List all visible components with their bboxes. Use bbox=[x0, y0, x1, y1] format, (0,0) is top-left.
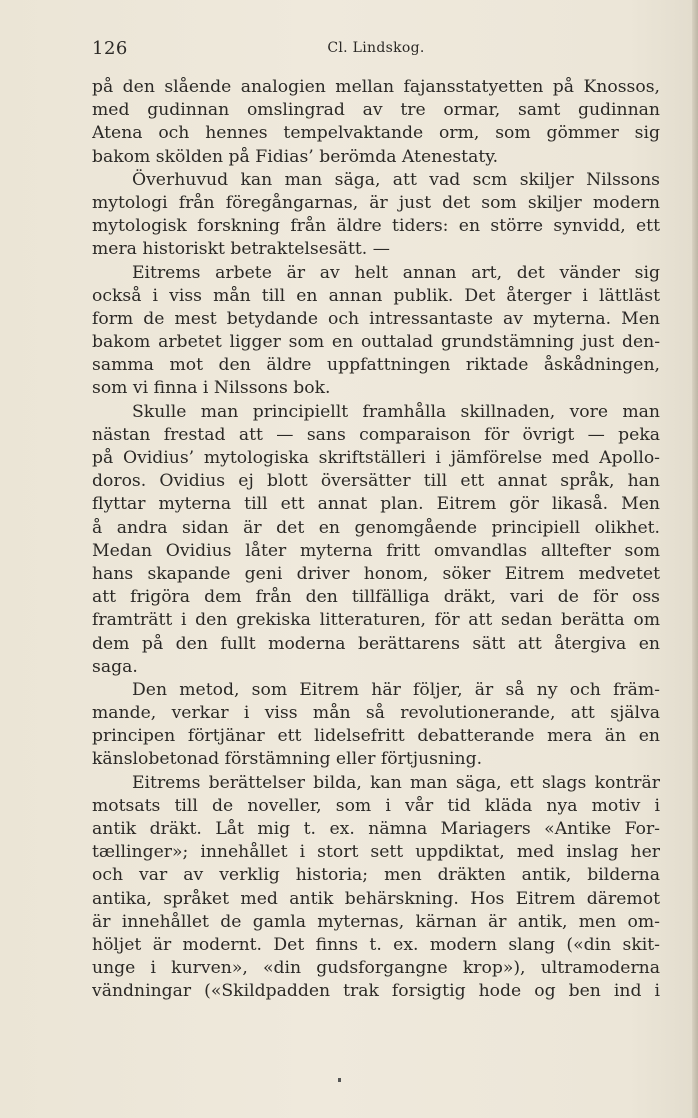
text-line bbox=[92, 864, 660, 887]
line-text: å andra sidan är det en genomgående principiell olikhet. bbox=[92, 517, 660, 538]
text-line bbox=[92, 262, 660, 285]
text-line bbox=[92, 146, 660, 169]
line-text: Eitrems berättelser bilda, kan man säga, ett slags konträr bbox=[132, 772, 660, 793]
line-text: hans skapande geni driver honom, söker Eitrem medvetet bbox=[92, 563, 660, 584]
text-line bbox=[92, 493, 660, 516]
text-line bbox=[92, 99, 660, 122]
text-line bbox=[92, 679, 660, 702]
line-text: saga. bbox=[92, 656, 138, 677]
line-text: mytologi från föregångarnas, är just det som skiljer modern bbox=[92, 192, 660, 213]
line-text: höljet är modernt. Det finns t. ex. modern slang («din skit- bbox=[92, 934, 660, 955]
text-line bbox=[92, 401, 660, 424]
text-line bbox=[92, 424, 660, 447]
text-line bbox=[92, 377, 660, 400]
text-line bbox=[92, 656, 660, 679]
text-line bbox=[92, 957, 660, 980]
text-line bbox=[92, 517, 660, 540]
text-line bbox=[92, 285, 660, 308]
line-text: som vi finna i Nilssons bok. bbox=[92, 378, 331, 399]
line-text: principen förtjänar ett lidelsefritt debatterande mera än en bbox=[92, 726, 660, 747]
print-mark bbox=[338, 1078, 341, 1082]
text-line bbox=[92, 748, 660, 771]
line-text: på Ovidius’ mytologiska skriftställeri i jämförelse med Apollo- bbox=[92, 448, 660, 468]
text-line bbox=[92, 795, 660, 818]
line-text: form de mest betydande och intressantaste av myterna. Men bbox=[92, 308, 660, 329]
line-text: flyttar myterna till ett annat plan. Eitrem gör likaså. Men bbox=[92, 494, 660, 515]
text-line bbox=[92, 540, 660, 563]
line-text: antika, språket med antik behärskning. Hos Eitrem däremot bbox=[92, 888, 660, 909]
line-text: mande, verkar i viss mån så revolutionerande, att själva bbox=[92, 703, 660, 724]
body-text bbox=[92, 76, 660, 1004]
page-number: 126 bbox=[92, 38, 128, 59]
text-line bbox=[92, 934, 660, 957]
line-text: vändningar («Skildpadden trak forsigtig hode og ben ind i bbox=[92, 981, 660, 1002]
running-head: Cl. Lindskog. bbox=[327, 40, 425, 56]
line-text: Medan Ovidius låter myterna fritt omvandlas alltefter som bbox=[92, 540, 660, 561]
line-text: att frigöra dem från den tillfälliga dräkt, vari de för oss bbox=[92, 587, 660, 608]
text-line bbox=[92, 76, 660, 99]
text-line bbox=[92, 238, 660, 261]
page-header bbox=[92, 38, 660, 62]
line-text: nästan frestad att — sans comparaison för övrigt — peka bbox=[92, 424, 660, 445]
line-text: med gudinnan omslingrad av tre ormar, samt gudinnan bbox=[92, 100, 660, 121]
text-line bbox=[92, 215, 660, 238]
text-line bbox=[92, 122, 660, 145]
text-line bbox=[92, 633, 660, 656]
line-text: samma mot den äldre uppfattningen riktade åskådningen, bbox=[92, 355, 660, 376]
text-line bbox=[92, 818, 660, 841]
line-text: Eitrems arbete är av helt annan art, det vänder sig bbox=[132, 262, 660, 283]
text-line bbox=[92, 725, 660, 748]
text-line bbox=[92, 586, 660, 609]
text-line bbox=[92, 563, 660, 586]
line-text: tællinger»; innehållet i stort sett uppdiktat, med inslag her bbox=[92, 842, 660, 863]
line-text: känslobetonad förstämning eller förtjusning. bbox=[92, 749, 483, 770]
text-line bbox=[92, 447, 660, 470]
line-text: mytologisk forskning från äldre tiders: en större synvidd, ett bbox=[92, 216, 660, 237]
line-text: bakom skölden på Fidias’ berömda Atenestaty. bbox=[92, 146, 499, 167]
line-text: Överhuvud kan man säga, att vad scm skiljer Nilssons bbox=[132, 169, 660, 190]
text-line bbox=[92, 911, 660, 934]
text-line bbox=[92, 470, 660, 493]
line-text: och var av verklig historia; men dräkten antik, bilderna bbox=[92, 865, 660, 886]
text-line bbox=[92, 702, 660, 725]
text-line bbox=[92, 772, 660, 795]
line-text: på den slående analogien mellan fajansstatyetten på Knossos, bbox=[92, 77, 660, 97]
line-text: Den metod, som Eitrem här följer, är så ny och främ- bbox=[132, 679, 660, 700]
text-line bbox=[92, 888, 660, 911]
line-text: motsats till de noveller, som i vår tid kläda nya motiv i bbox=[92, 795, 660, 816]
line-text: bakom arbetet ligger som en outtalad grundstämning just den- bbox=[92, 332, 660, 353]
line-text: antik dräkt. Låt mig t. ex. nämna Mariagers «Antike For- bbox=[92, 819, 660, 839]
text-line bbox=[92, 192, 660, 215]
line-text: doros. Ovidius ej blott översätter till ett annat språk, han bbox=[92, 471, 660, 492]
line-text: framträtt i den grekiska litteraturen, för att sedan berätta om bbox=[92, 610, 660, 631]
text-line bbox=[92, 841, 660, 864]
text-line bbox=[92, 331, 660, 354]
line-text: också i viss mån till en annan publik. Det återger i lättläst bbox=[92, 285, 660, 306]
text-line bbox=[92, 980, 660, 1003]
line-text: unge i kurven», «din gudsforgangne krop»), ultramoderna bbox=[92, 958, 660, 979]
text-line bbox=[92, 169, 660, 192]
line-text: är innehållet de gamla myternas, kärnan är antik, men om- bbox=[92, 911, 660, 932]
text-line bbox=[92, 609, 660, 632]
page-edge bbox=[692, 0, 698, 1118]
line-text: Skulle man principiellt framhålla skillnaden, vore man bbox=[132, 401, 660, 422]
line-text: Atena och hennes tempelvaktande orm, som gömmer sig bbox=[92, 123, 660, 144]
line-text: dem på den fullt moderna berättarens sätt att återgiva en bbox=[92, 633, 660, 654]
text-line bbox=[92, 354, 660, 377]
text-line bbox=[92, 308, 660, 331]
line-text: mera historiskt betraktelsesätt. — bbox=[92, 239, 390, 260]
